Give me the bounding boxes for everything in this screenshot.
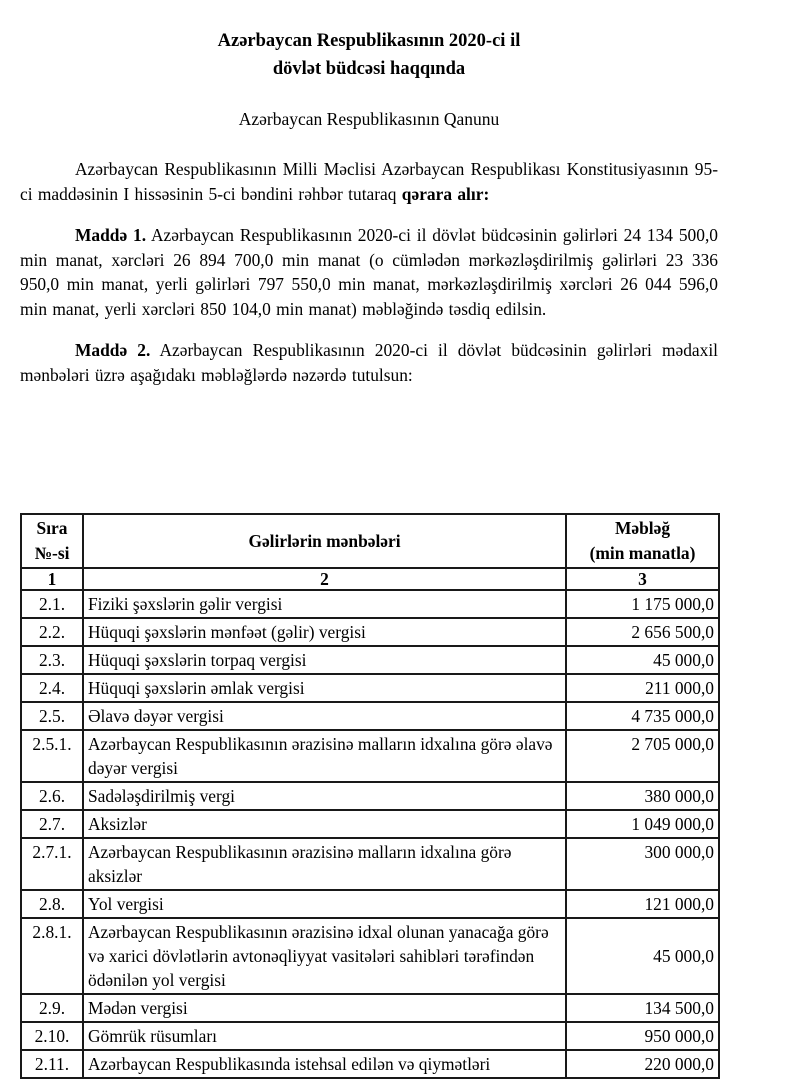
table-row (21, 730, 719, 782)
document-title-line2: dövlət büdcəsi haqqında (272, 59, 466, 79)
table-row (21, 1050, 719, 1078)
article-1-text: Azərbaycan Respublikasının 2020-ci il dövlət büdcəsinin gəlirləri 24 134 500,0 min manat, xərcləri 26 894 700,0 min manat (o cümlədən mərkəzləşdirilmiş gəlirləri 23 336 950,0 min manat, yerli gəlirləri 797 550,0 min manat, mərkəzləşdirilmiş xərcləri 26 044 596,0 min manat, yerli xərcləri 850 104,0 min manat) məbləğində təsdiq edilsin. (20, 225, 718, 319)
row-number-cell: 2.2. (21, 618, 83, 646)
header-sira-line2: №-si (34, 543, 70, 563)
row-source-cell: Hüquqi şəxslərin torpaq vergisi (83, 646, 566, 674)
intro-paragraph (20, 157, 718, 206)
row-source-cell: Gömrük rüsumları (83, 1022, 566, 1050)
article-2-text: Azərbaycan Respublikasının 2020-ci il dövlət büdcəsinin gəlirləri mədaxil mənbələri üzrə aşağıdakı məbləğlərdə nəzərdə tutulsun: (20, 340, 718, 385)
table-row (21, 674, 719, 702)
header-sira-line1: Sıra (36, 518, 68, 538)
row-amount-cell: 2 705 000,0 (566, 730, 719, 782)
row-amount-cell: 950 000,0 (566, 1022, 719, 1050)
row-amount-cell: 45 000,0 (566, 646, 719, 674)
row-amount-cell: 1 049 000,0 (566, 810, 719, 838)
row-number-cell: 2.9. (21, 994, 83, 1022)
row-amount-cell: 134 500,0 (566, 994, 719, 1022)
table-header-row (21, 514, 719, 568)
article-1-paragraph (20, 223, 718, 321)
row-number-cell: 2.5.1. (21, 730, 83, 782)
article-1-lead: Maddə 1. (75, 225, 147, 245)
row-source-cell: Hüquqi şəxslərin mənfəət (gəlir) vergisi (83, 618, 566, 646)
table-row (21, 918, 719, 994)
text-column (20, 27, 718, 387)
table-row (21, 810, 719, 838)
row-number-cell: 2.6. (21, 782, 83, 810)
article-2-paragraph (20, 338, 718, 387)
row-amount-cell: 380 000,0 (566, 782, 719, 810)
row-number-cell: 2.4. (21, 674, 83, 702)
row-source-cell: Azərbaycan Respublikasının ərazisinə malların idxalına görə aksizlər (83, 838, 566, 890)
row-amount-cell: 220 000,0 (566, 1050, 719, 1078)
row-source-cell: Fiziki şəxslərin gəlir vergisi (83, 590, 566, 618)
column-index-1: 1 (21, 568, 83, 590)
column-index-2: 2 (83, 568, 566, 590)
row-number-cell: 2.8. (21, 890, 83, 918)
row-number-cell: 2.7.1. (21, 838, 83, 890)
row-amount-cell: 1 175 000,0 (566, 590, 719, 618)
row-amount-cell: 45 000,0 (566, 918, 719, 994)
row-amount-cell: 121 000,0 (566, 890, 719, 918)
document-page (0, 27, 800, 1087)
table-row (21, 994, 719, 1022)
column-index-row (21, 568, 719, 590)
document-subtitle: Azərbaycan Respublikasının Qanunu (238, 109, 500, 129)
table-row (21, 838, 719, 890)
row-amount-cell: 300 000,0 (566, 838, 719, 890)
row-source-cell: Yol vergisi (83, 890, 566, 918)
row-number-cell: 2.8.1. (21, 918, 83, 994)
revenue-table-container (20, 513, 720, 1079)
table-row (21, 890, 719, 918)
row-source-cell: Aksizlər (83, 810, 566, 838)
header-cell-sources: Gəlirlərin mənbələri (83, 514, 566, 568)
row-amount-cell: 211 000,0 (566, 674, 719, 702)
row-source-cell: Azərbaycan Respublikasının ərazisinə malların idxalına görə əlavə dəyər vergisi (83, 730, 566, 782)
header-cell-amount (566, 514, 719, 568)
row-number-cell: 2.3. (21, 646, 83, 674)
row-source-cell: Əlavə dəyər vergisi (83, 702, 566, 730)
table-row (21, 782, 719, 810)
row-source-cell: Hüquqi şəxslərin əmlak vergisi (83, 674, 566, 702)
table-row (21, 590, 719, 618)
table-row (21, 618, 719, 646)
row-number-cell: 2.1. (21, 590, 83, 618)
row-number-cell: 2.10. (21, 1022, 83, 1050)
intro-bold-tail: qərara alır: (401, 183, 490, 204)
article-2-lead: Maddə 2. (75, 340, 151, 360)
intro-text: Azərbaycan Respublikasının Milli Məclisi Azərbaycan Respublikası Konstitusiyasının 95-ci maddəsinin I hissəsinin 5-ci bəndini rəhbər tutaraq (20, 159, 718, 204)
row-source-cell: Azərbaycan Respublikasında istehsal edilən və qiymətləri (83, 1050, 566, 1078)
document-title-line1: Azərbaycan Respublikasının 2020-ci il (217, 31, 521, 51)
row-number-cell: 2.7. (21, 810, 83, 838)
table-row (21, 1022, 719, 1050)
header-cell-sira-no (21, 514, 83, 568)
table-row (21, 702, 719, 730)
row-source-cell: Azərbaycan Respublikasının ərazisinə idxal olunan yanacağa görə və xarici dövlətlərin avtonəqliyyat vasitələri sahibləri tərəfindən ödənilən yol vergisi (83, 918, 566, 994)
header-amount-line2: (min manatla) (589, 543, 696, 563)
page (0, 27, 800, 1087)
row-amount-cell: 4 735 000,0 (566, 702, 719, 730)
row-source-cell: Mədən vergisi (83, 994, 566, 1022)
header-amount-line1: Məbləğ (614, 518, 671, 538)
row-amount-cell: 2 656 500,0 (566, 618, 719, 646)
column-index-3: 3 (566, 568, 719, 590)
document-title (20, 27, 718, 83)
row-source-cell: Sadələşdirilmiş vergi (83, 782, 566, 810)
row-number-cell: 2.5. (21, 702, 83, 730)
row-number-cell: 2.11. (21, 1050, 83, 1078)
revenue-table-body (21, 590, 719, 1078)
table-row (21, 646, 719, 674)
revenue-table (20, 513, 720, 1079)
